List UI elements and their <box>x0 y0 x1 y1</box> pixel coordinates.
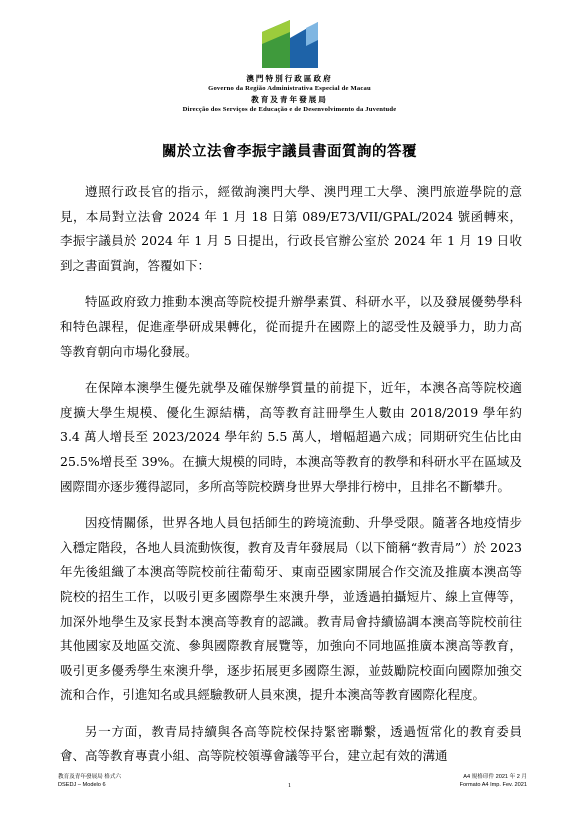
paragraph-enrollment: 在保障本澳學生優先就學及確保辦學質量的前提下，近年，本澳各高等院校適度擴大學生規模、優化生源結構，高等教育註冊學生人數由 2018/2019 學年約 3.4 萬人增長至 2023/2024 學年約 5.5 萬人，增幅超過六成；同期研究生佔比由 25.5%增長至 39%。在擴大規模的同時，本澳高等教育的教學和科研水平在區域及國際間亦逐步獲得認同，多所高等院校躋身世界大學排行榜中，且排名不斷攀升。 <box>60 380 522 494</box>
footer-form-cn: 教育及青年發展局 格式六 <box>58 774 122 780</box>
footer-format-pt: Formato A4 Imp. Fev. 2021 <box>459 782 527 788</box>
dept-name-pt: Direcção dos Serviços de Educação e de Desenvolvimento da Juventude <box>182 106 397 113</box>
document-title: 關於立法會李振宇議員書面質詢的答覆 <box>162 143 417 160</box>
footer-format-cn: A4 規格印件 2021 年 2 月 <box>463 774 527 780</box>
paragraph-international: 因疫情關係，世界各地人員包括師生的跨境流動、升學受限。隨著各地疫情步入穩定階段，各地人員流動恢復，教育及青年發展局（以下簡稱“教青局”）於 2023 年先後組織了本澳高等院校前往葡萄牙、東南亞國家開展合作交流及推廣本澳高等院校的招生工作，以吸引更多國際學生來澳升學，並透過拍攝短片、線上宣傳等，加深外地學生及家長對本澳高等教育的認識。教青局會持續協調本澳高等院校前往其他國家及地區交流、參與國際教育展覽等，加強向不同地區推廣本澳高等教育，吸引更多優秀學生來澳升學，逐步拓展更多國際生源，並鼓勵院校面向國際加強交流和合作，引進知名或具經驗教研人員來澳，提升本澳高等教育國際化程度。 <box>60 515 522 703</box>
page-number: 1 <box>287 782 292 789</box>
org-name-pt: Governo da Região Administrativa Especial de Macau <box>208 85 371 92</box>
paragraph-communication: 另一方面，教青局持續與各高等院校保持緊密聯繫，透過恆常化的教育委員會、高等教育專責小組、高等院校領導會議等平台，建立起有效的溝通 <box>60 723 522 764</box>
org-name-cn: 澳門特別行政區政府 <box>246 74 333 83</box>
dept-name-cn: 教育及青年發展局 <box>251 95 328 104</box>
footer-right <box>460 773 527 789</box>
document-body <box>60 180 522 781</box>
paragraph-policy: 特區政府致力推動本澳高等院校提升辦學素質、科研水平，以及發展優勢學科和特色課程，促進產學研成果轉化，從而提升在國際上的認受性及競爭力，助力高等教育朝向市場化發展。 <box>60 294 522 359</box>
footer-form-pt: DSEDJ – Modelo 6 <box>58 782 106 788</box>
paragraph-intro: 遵照行政長官的指示，經徵詢澳門大學、澳門理工大學、澳門旅遊學院的意見，本局對立法會 2024 年 1 月 18 日第 089/E73/VII/GPAL/2024 號函轉來，李振宇議員於 2024 年 1 月 5 日提出，行政長官辦公室於 2024 年 1 月 19 日收到之書面質詢，答覆如下： <box>60 184 522 273</box>
dsedj-logo <box>262 18 318 70</box>
